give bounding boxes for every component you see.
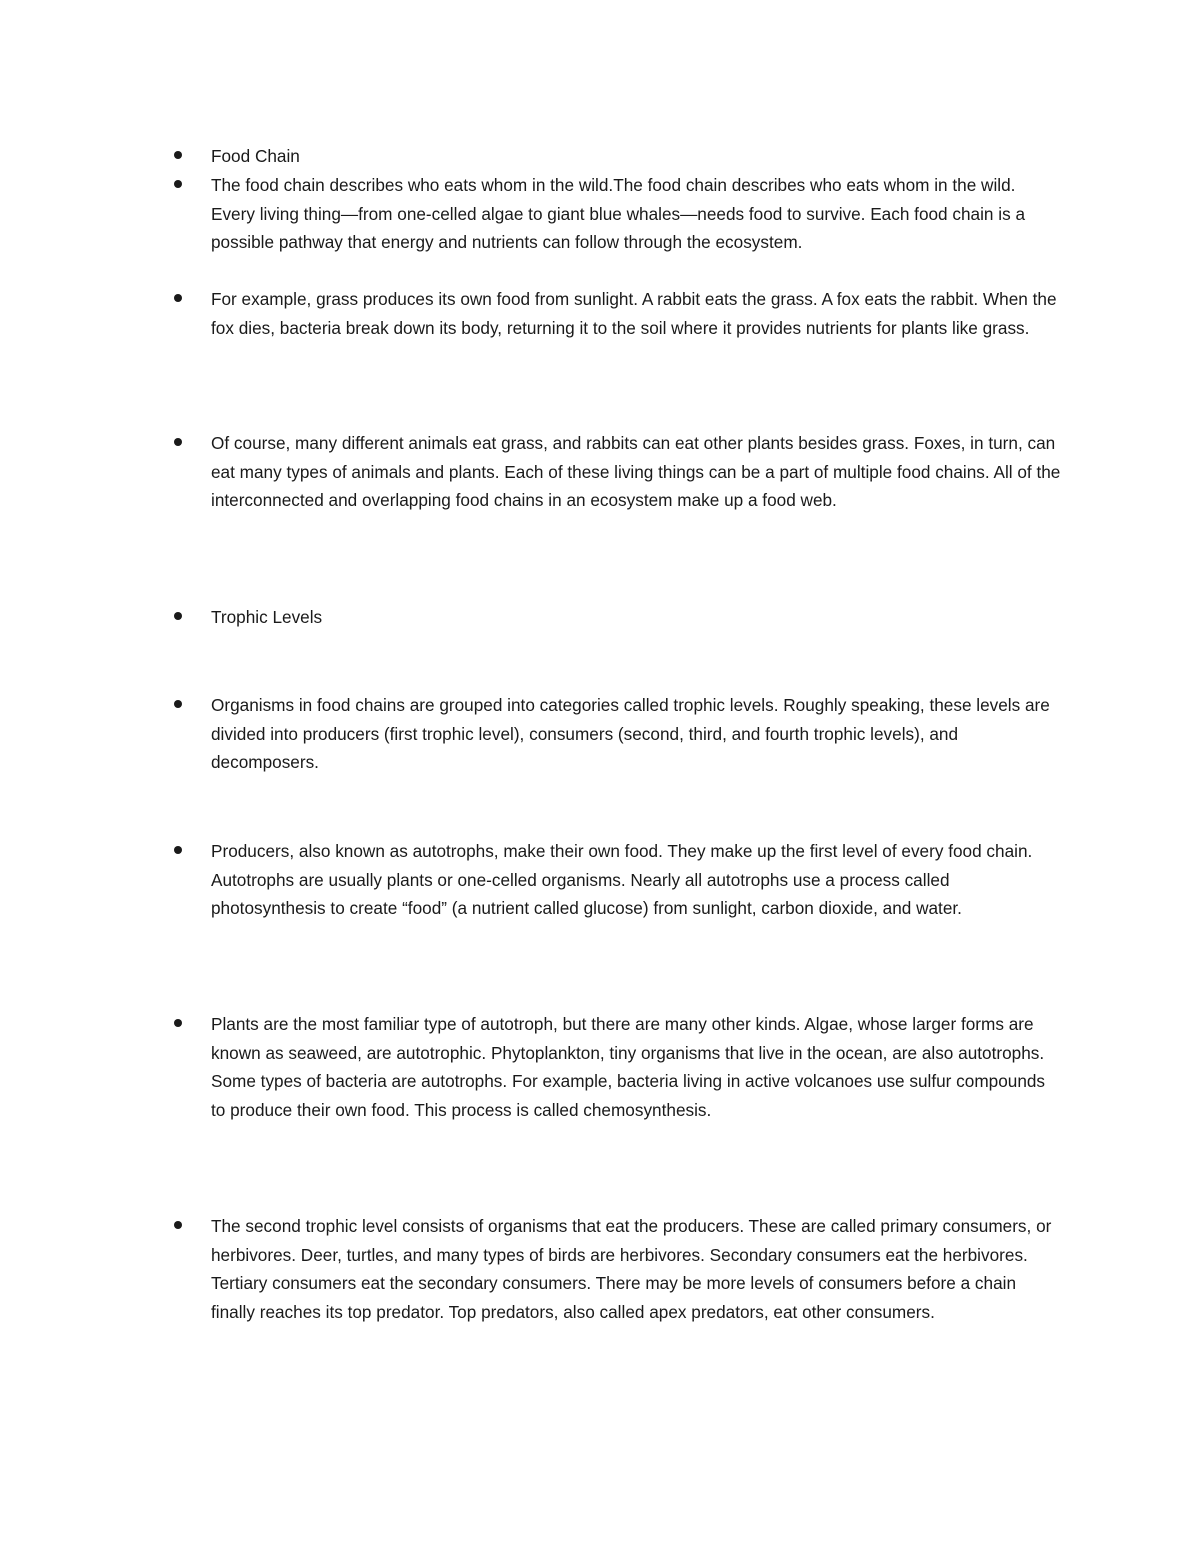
- paragraph-text: Producers, also known as autotrophs, make their own food. They make up the first level of every food chain. Autotrophs are usually plants or one-celled organisms. Nearly all autotrophs use a process called photosynthesis to create “food” (a nutrient called glucose) from sunlight, carbon dioxide, and water.: [211, 841, 1033, 919]
- section-heading-trophic-levels: Trophic Levels: [211, 607, 323, 627]
- bullet-icon: [174, 1221, 182, 1229]
- section-heading-food-chain: Food Chain: [211, 146, 300, 166]
- bullet-icon: [174, 612, 182, 620]
- paragraph-text: Organisms in food chains are grouped into categories called trophic levels. Roughly speaking, these levels are divided into producers (first trophic level), consumers (second, third, and fourth trophic levels), and decomposers.: [211, 695, 1050, 773]
- paragraph-text: Plants are the most familiar type of autotroph, but there are many other kinds. Algae, whose larger forms are known as seaweed, are autotrophic. Phytoplankton, tiny organisms that live in the ocean, are also autotrophs. Some types of bacteria are autotrophs. For example, bacteria living in active volcanoes use sulfur compounds to produce their own food. This process is called chemosynthesis.: [211, 1014, 1046, 1121]
- bullet-icon: [174, 294, 182, 302]
- paragraph-text: The food chain describes who eats whom in the wild.The food chain describes who eats whom in the wild. Every living thing—from one-celled algae to giant blue whales—needs food to survive. Each food chain is a possible pathway that energy and nutrients can follow through the ecosystem.: [211, 175, 1026, 253]
- bullet-icon: [174, 1019, 182, 1027]
- bullet-icon: [174, 846, 182, 854]
- paragraph-text: Of course, many different animals eat grass, and rabbits can eat other plants besides grass. Foxes, in turn, can eat many types of animals and plants. Each of these living things can be a part of multiple food chains. All of the interconnected and overlapping food chains in an ecosystem make up a food web.: [211, 433, 1061, 511]
- bullet-icon: [174, 438, 182, 446]
- paragraph-text: The second trophic level consists of organisms that eat the producers. These are called primary consumers, or herbivores. Deer, turtles, and many types of birds are herbivores. Secondary consumers eat the herbivores. Tertiary consumers eat the secondary consumers. There may be more levels of consumers before a chain finally reaches its top predator. Top predators, also called apex predators, eat other consumers.: [211, 1216, 1052, 1323]
- bullet-icon: [174, 700, 182, 708]
- bullet-icon: [174, 180, 182, 188]
- paragraph-text: For example, grass produces its own food from sunlight. A rabbit eats the grass. A fox eats the rabbit. When the fox dies, bacteria break down its body, returning it to the soil where it provides nutrients for plants like grass.: [211, 289, 1057, 338]
- bullet-icon: [174, 151, 182, 159]
